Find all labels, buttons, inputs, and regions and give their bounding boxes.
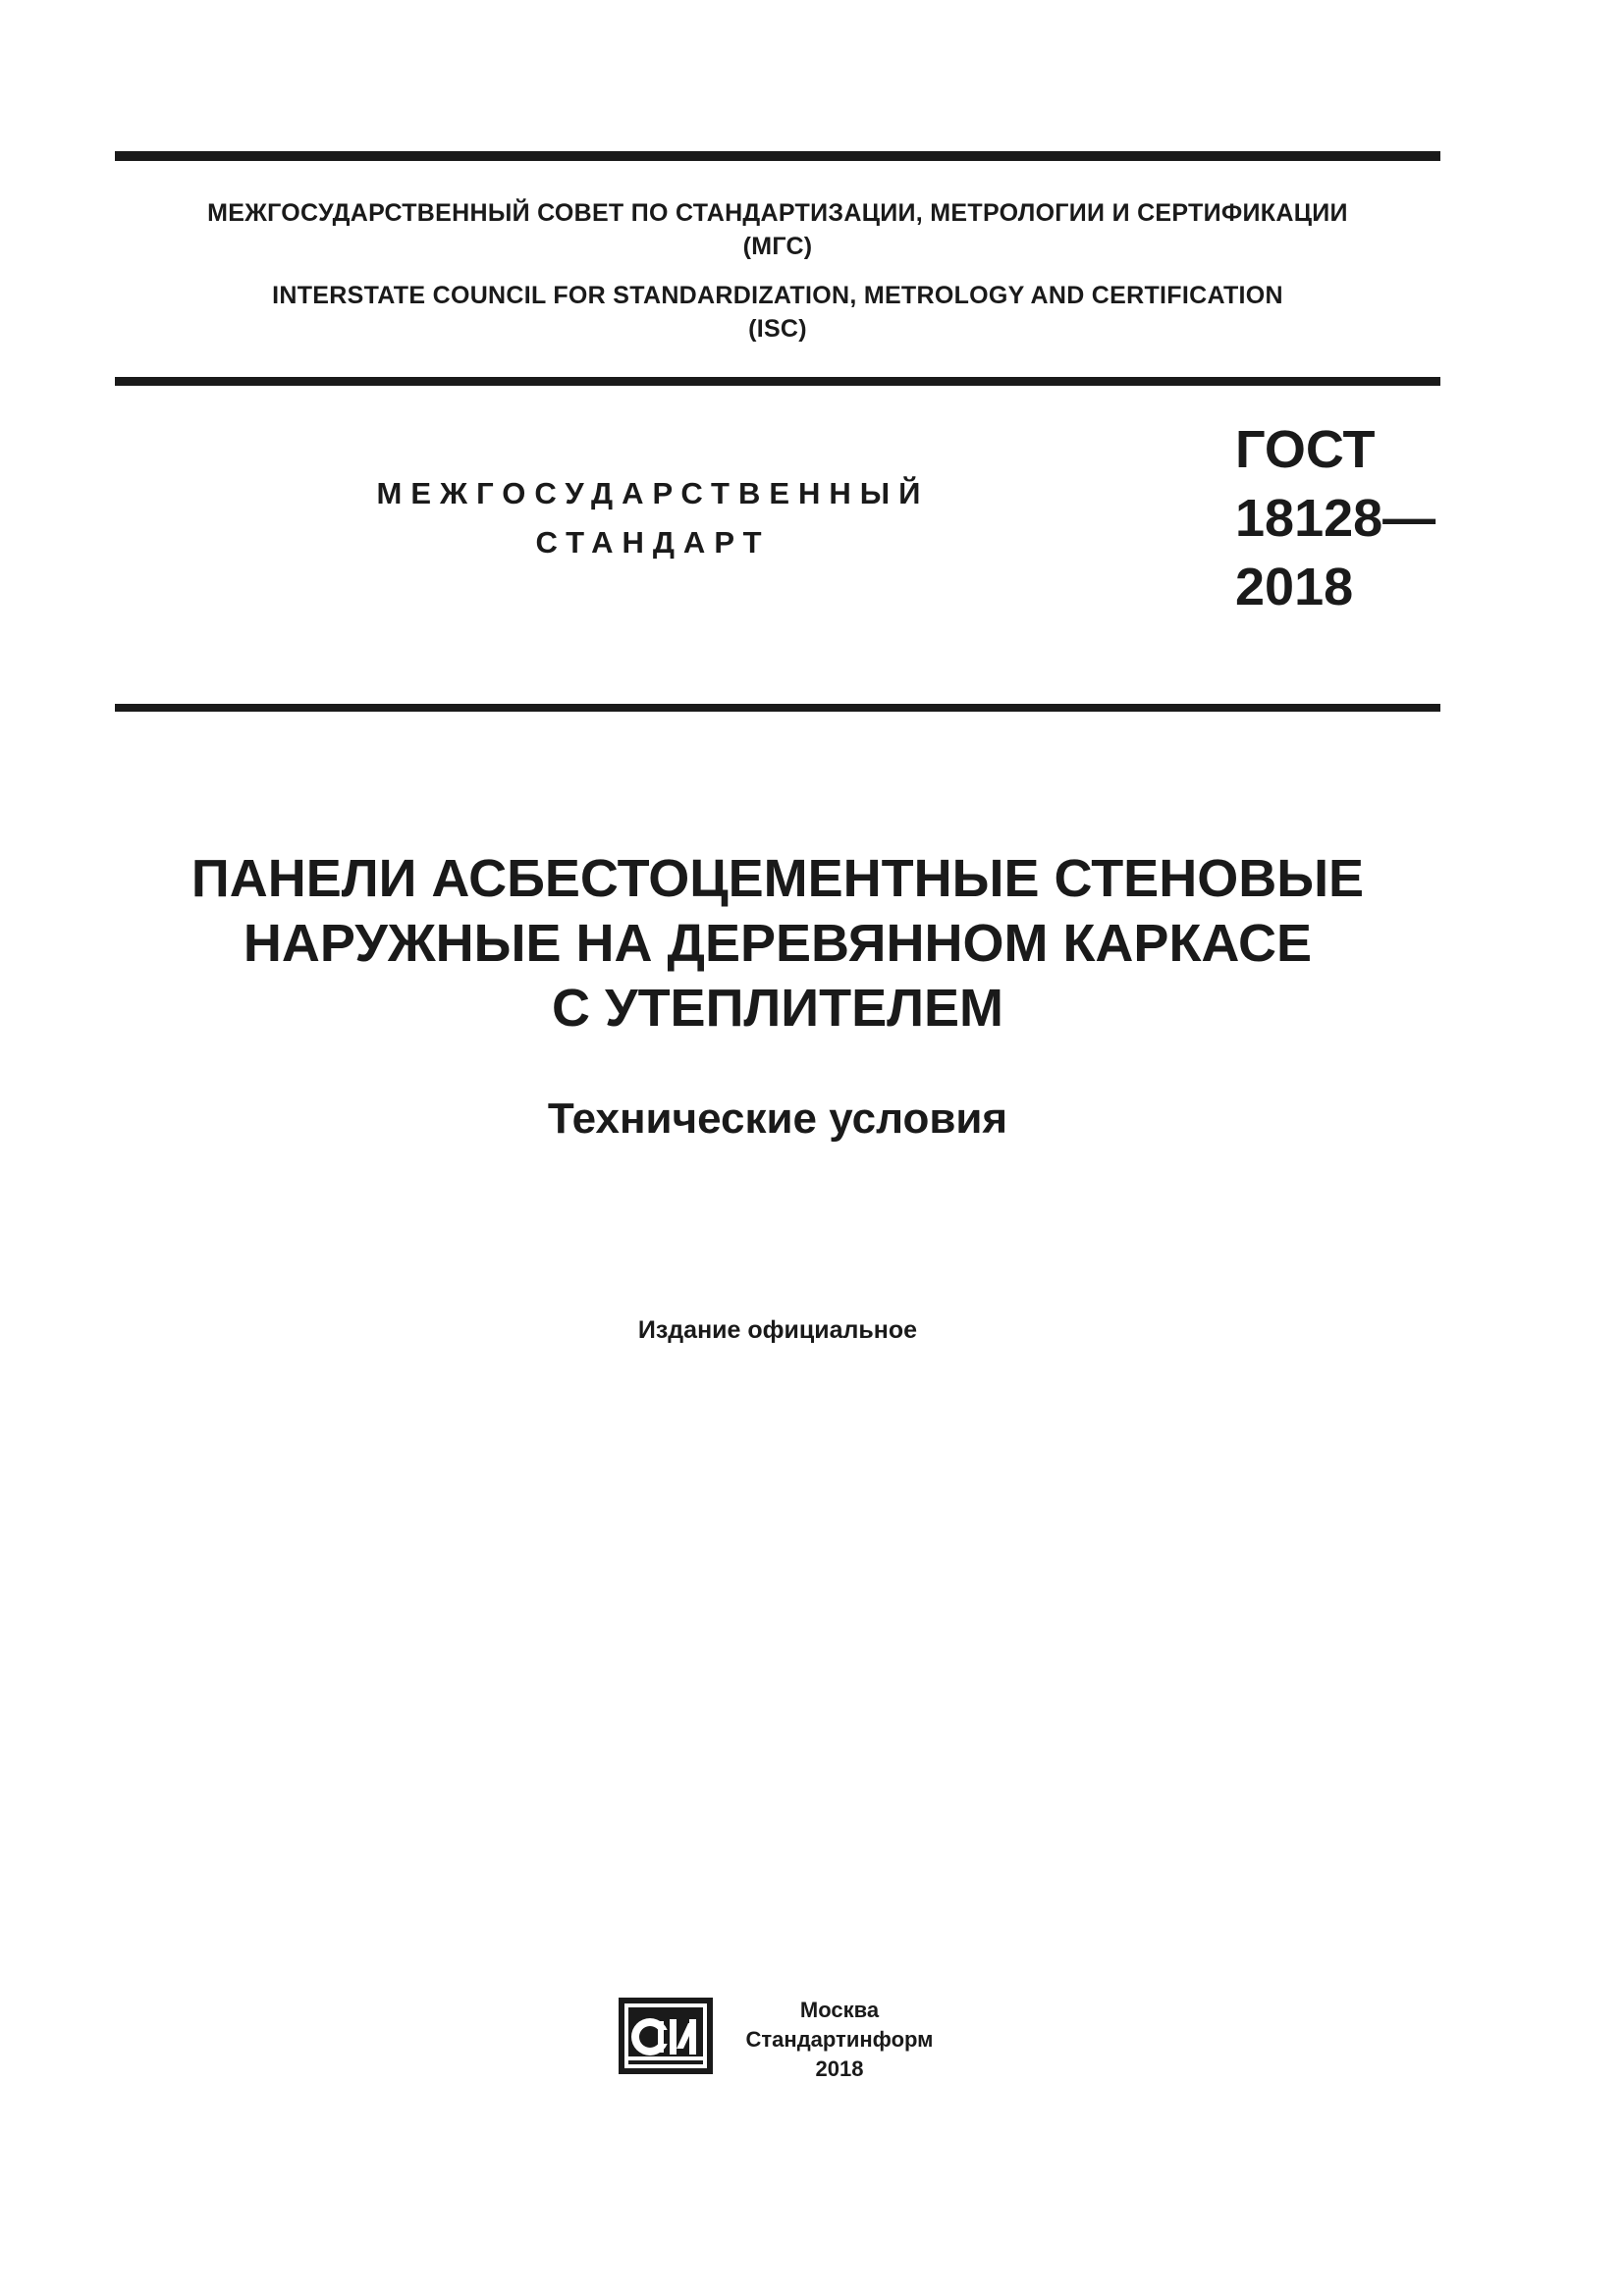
standartinform-logo-icon (619, 1998, 713, 2074)
publisher-city: Москва (799, 1998, 880, 2022)
council-name-ru: МЕЖГОСУДАРСТВЕННЫЙ СОВЕТ ПО СТАНДАРТИЗАЦИИ, МЕТРОЛОГИИ И СЕРТИФИКАЦИИ (207, 199, 1348, 227)
standard-type-line1: МЕЖГОСУДАРСТВЕННЫЙ (376, 476, 930, 510)
gost-prefix: ГОСТ (1235, 420, 1376, 479)
council-name-en: INTERSTATE COUNCIL FOR STANDARDIZATION, METROLOGY AND CERTIFICATION (272, 282, 1283, 309)
top-rule (115, 151, 1440, 161)
standard-type-line2: СТАНДАРТ (535, 525, 771, 560)
title-line3: С УТЕПЛИТЕЛЕМ (551, 979, 1003, 1038)
publisher-year: 2018 (815, 2056, 864, 2081)
title-line1: ПАНЕЛИ АСБЕСТОЦЕМЕНТНЫЕ СТЕНОВЫЕ (190, 849, 1365, 908)
council-rule (115, 377, 1440, 386)
publisher-name: Стандартинформ (745, 2027, 934, 2052)
council-abbr-ru: (МГС) (742, 233, 813, 260)
title-line2: НАРУЖНЫЕ НА ДЕРЕВЯННОМ КАРКАСЕ (243, 914, 1313, 973)
edition-note: Издание официальное (637, 1316, 918, 1344)
council-abbr-en: (ISC) (748, 315, 807, 343)
gost-number: 18128— (1235, 489, 1436, 548)
designation-rule (115, 704, 1440, 712)
subtitle: Технические условия (547, 1095, 1008, 1143)
gost-year: 2018 (1235, 558, 1354, 616)
